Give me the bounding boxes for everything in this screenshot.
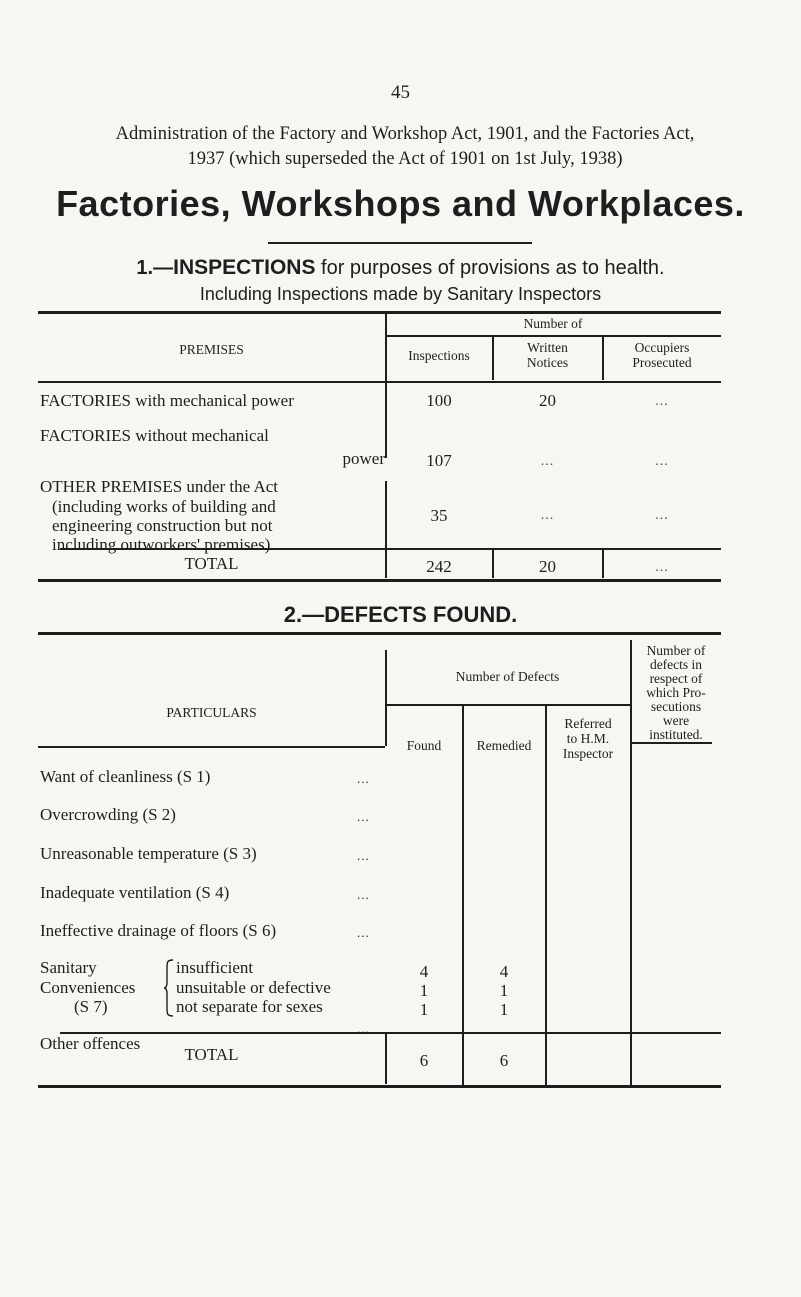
premises-row-1-label: FACTORIES with mechanical power [40,391,294,410]
header-prosecutions-line6: were [662,713,690,728]
sanitary-sub-3: not separate for sexes [176,997,323,1016]
premises-row-1-inspections: 100 [426,391,452,410]
table2-bottom-rule [38,1085,721,1088]
sanitary-sub-2: unsuitable or defective [176,978,331,997]
title-divider [268,242,532,244]
header-referred-line3: Inspector [562,746,614,761]
defect-row-3-label: Unreasonable temperature (S 3) [40,844,257,863]
sanitary-label-line3: (S 7) [74,997,108,1016]
defect-row-5-label: Ineffective drainage of floors (S 6) [40,921,277,940]
header-written-line2: Notices [526,355,569,370]
section1-subtitle: Including Inspections made by Sanitary Inspectors [199,284,602,304]
header-written-line1: Written [527,340,568,355]
sanitary-remedied-3: 1 [499,1000,509,1019]
premises-row-3-occupiers: ... [655,508,669,523]
header-prosecutions-line3: respect of [649,671,703,686]
table2-header-rule-left [38,746,385,748]
section1-title [0,256,801,280]
header-prosecutions [631,644,721,742]
defect-row-3-dots: ... [357,848,370,863]
header-particulars: PARTICULARS [166,705,257,720]
intro-line-1: Administration of the Factory and Workshop Act, 1901, and the Factories Act, [115,124,695,144]
header-occupiers-line1: Occupiers [634,340,690,355]
header-occupiers-prosecuted [603,340,721,370]
table2-header-rule-right [632,742,712,744]
sanitary-remedied-1: 4 [499,962,509,981]
table2-vline-a [385,650,387,746]
premises-row-2-label-line2: power [342,449,385,468]
sanitary-label-line1: Sanitary [40,958,97,977]
premises-row-2-written: ... [540,454,555,469]
header-prosecutions-line5: secutions [650,699,702,714]
sanitary-sub-1: insufficient [176,958,254,977]
premises-row-3-written: ... [540,508,555,523]
page-title: Factories, Workshops and Workplaces. [56,183,745,224]
premises-row-3-label-line2: (including works of building and [52,497,276,516]
section1-heading-rest: for purposes of provisions as to health. [315,257,665,279]
defect-row-2-dots: ... [357,809,370,824]
table2-defects-rule [385,704,630,706]
section2-title: 2.—DEFECTS FOUND. [283,602,518,627]
table2-vline-b [462,705,464,1085]
premises-total-written: 20 [539,557,556,576]
header-premises: PREMISES [179,342,244,357]
premises-total-occupiers: ... [655,560,669,575]
sanitary-remedied-2: 1 [499,981,509,1000]
defect-row-4-label: Inadequate ventilation (S 4) [40,883,230,902]
table1-header-rule [38,381,721,383]
premises-row-3-inspections: 35 [430,506,448,525]
defect-row-1-dots: ... [357,771,370,786]
header-referred [546,716,630,761]
premises-total-label: TOTAL [184,554,239,573]
defects-total-remedied: 6 [499,1051,509,1070]
defect-row-5-dots: ... [357,925,370,940]
premises-total-inspections: 242 [426,557,452,576]
sanitary-label-line2: Conveniences [40,978,136,997]
premises-row-2-label-line1: FACTORIES without mechanical [40,426,269,445]
premises-row-3-label-line4: including outworkers' premises) [52,535,271,554]
sanitary-found-3: 1 [419,1000,429,1019]
header-prosecutions-line4: which Pro- [646,685,706,700]
header-number-of: Number of [523,316,583,331]
intro-text [40,122,770,172]
page-number: 45 [391,82,410,103]
other-offences-label: Other offences [40,1034,141,1053]
header-referred-line1: Referred [564,716,612,731]
sanitary-found-1: 4 [419,962,429,981]
premises-row-2-inspections: 107 [426,451,452,470]
table1-top-rule [38,311,721,314]
table2-top-rule [38,632,721,635]
header-prosecutions-line2: defects in [649,657,703,672]
defect-row-2-label: Overcrowding (S 2) [40,805,176,824]
premises-row-2-occupiers: ... [655,454,669,469]
header-remedied: Remedied [476,738,532,753]
header-inspections: Inspections [408,348,470,363]
sanitary-found-2: 1 [419,981,429,1000]
table1-bottom-rule [38,579,721,582]
defects-total-found: 6 [419,1051,429,1070]
other-offences-dots: ... [357,1021,370,1036]
header-referred-line2: to H.M. [566,731,610,746]
header-found: Found [406,738,442,753]
header-number-of-defects: Number of Defects [455,669,560,684]
header-written-notices [493,340,602,370]
premises-row-1-occupiers: ... [655,394,669,409]
defects-total-label: TOTAL [184,1045,239,1064]
defect-row-4-dots: ... [357,887,370,902]
table1-numberof-rule [385,335,721,337]
defect-row-1-label: Want of cleanliness (S 1) [40,767,211,786]
section1-heading: INSPECTIONS [173,256,316,279]
header-prosecutions-line7: instituted. [649,727,703,742]
table2-vline-c [545,705,547,1085]
premises-row-3-label-line1: OTHER PREMISES under the Act [40,477,278,496]
premises-row-3-label-line3: engineering construction but not [52,516,273,535]
header-occupiers-line2: Prosecuted [632,355,692,370]
header-prosecutions-line1: Number of [646,643,706,658]
table2-total-rule [60,1032,721,1034]
section1-number: 1.— [136,257,174,279]
intro-line-2: 1937 (which superseded the Act of 1901 on 1st July, 1938) [187,149,623,169]
sanitary-brace-icon [163,959,175,1017]
premises-row-1-written: 20 [539,391,556,410]
